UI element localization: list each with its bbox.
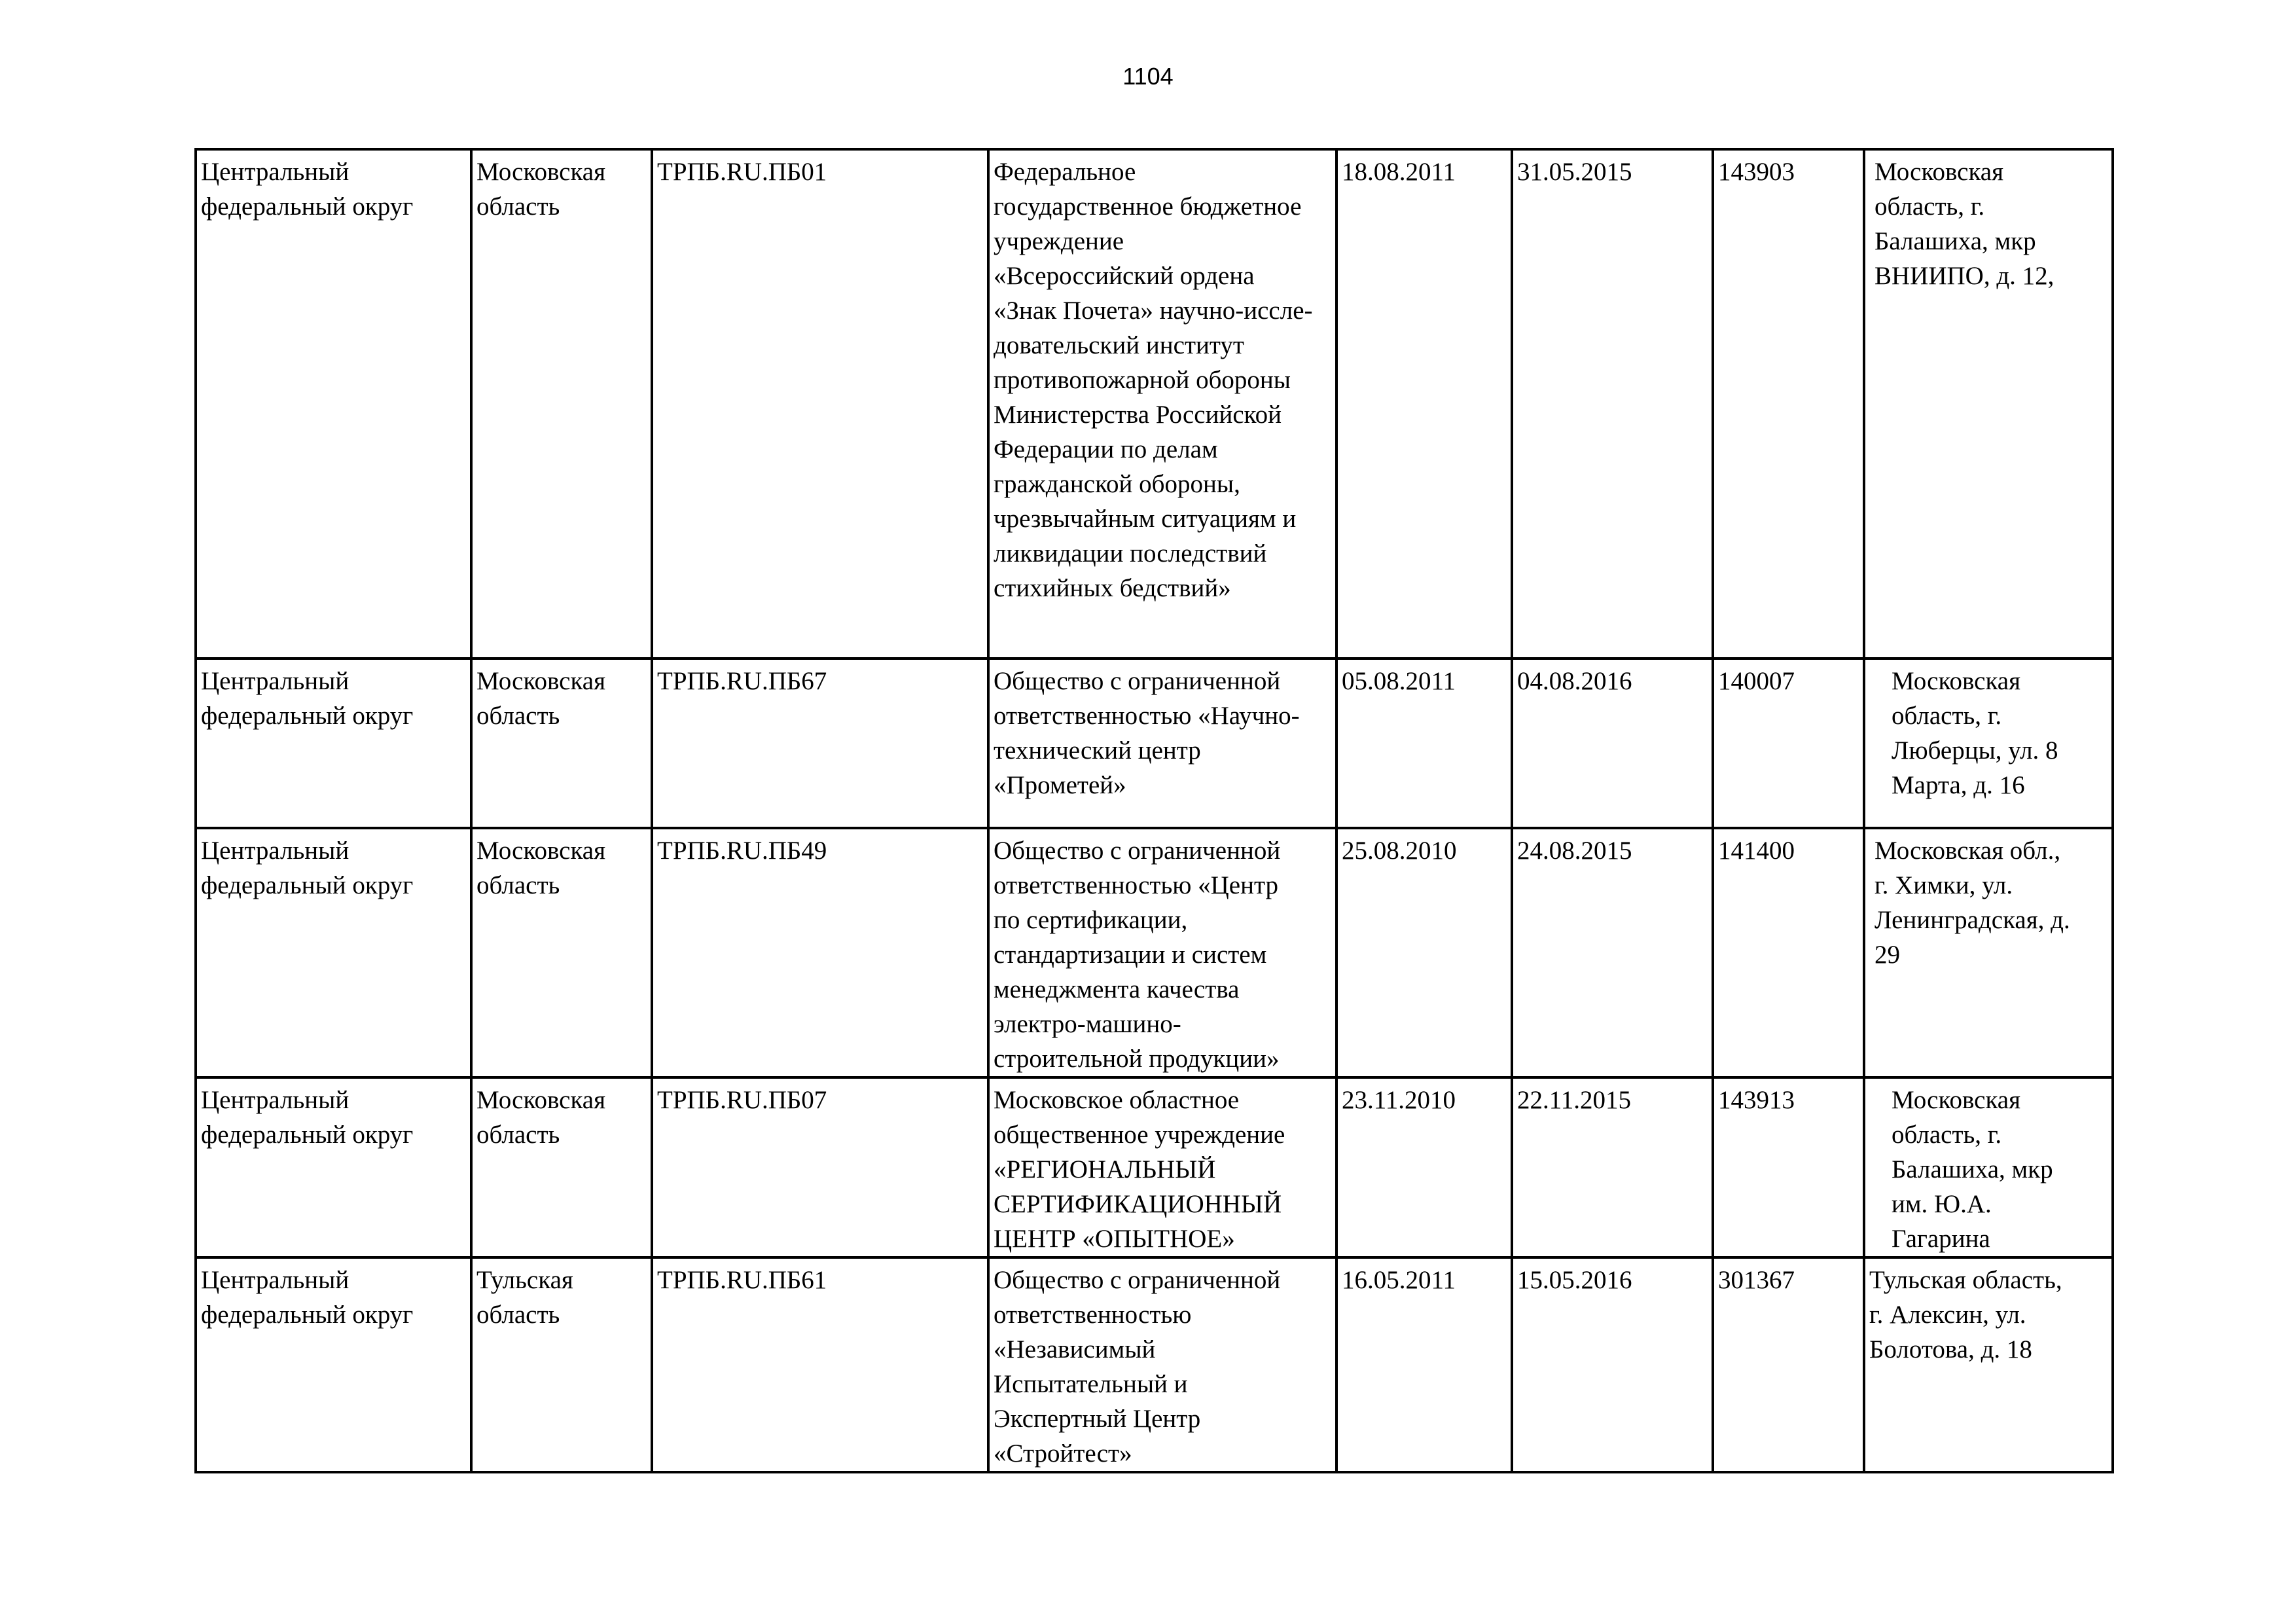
address-cell: Московская область, г. Балашиха, мкр ВНИИПО, д. 12, xyxy=(1864,149,2113,659)
organization-cell: Общество с ограниченной ответственностью «Центр по сертификации, стандартизации и систем менеджмента качества электро-машино- строительной продукции» xyxy=(988,828,1336,1077)
organization-cell: Общество с ограниченной ответственностью «Независимый Испытательный и Экспертный Центр «Стройтест» xyxy=(988,1257,1336,1472)
table-row xyxy=(196,1257,2113,1472)
postcode-cell: 143903 xyxy=(1713,149,1864,659)
district-cell: Центральный федеральный округ xyxy=(196,828,471,1077)
code-cell: ТРПБ.RU.ПБ67 xyxy=(652,659,988,828)
date-from-cell: 23.11.2010 xyxy=(1336,1077,1512,1257)
organization-cell: Общество с ограниченной ответственностью «Научно- технический центр «Прометей» xyxy=(988,659,1336,828)
district-cell: Центральный федеральный округ xyxy=(196,149,471,659)
table-row xyxy=(196,828,2113,1077)
postcode-cell: 140007 xyxy=(1713,659,1864,828)
date-from-cell: 18.08.2011 xyxy=(1336,149,1512,659)
table-row xyxy=(196,149,2113,659)
postcode-cell: 141400 xyxy=(1713,828,1864,1077)
address-cell: Московская обл., г. Химки, ул. Ленинградская, д. 29 xyxy=(1864,828,2113,1077)
organization-cell: Московское областное общественное учреждение «РЕГИОНАЛЬНЫЙ СЕРТИФИКАЦИОННЫЙ ЦЕНТР «ОПЫТНОЕ» xyxy=(988,1077,1336,1257)
region-cell: Московская область xyxy=(471,659,652,828)
date-to-cell: 04.08.2016 xyxy=(1512,659,1713,828)
region-cell: Московская область xyxy=(471,1077,652,1257)
table-row xyxy=(196,1077,2113,1257)
address-cell: Московская область, г. Балашиха, мкр им. Ю.А. Гагарина xyxy=(1864,1077,2113,1257)
region-cell: Московская область xyxy=(471,149,652,659)
page-number: 1104 xyxy=(1122,63,1174,90)
date-from-cell: 16.05.2011 xyxy=(1336,1257,1512,1472)
table-row xyxy=(196,659,2113,828)
date-to-cell: 24.08.2015 xyxy=(1512,828,1713,1077)
code-cell: ТРПБ.RU.ПБ07 xyxy=(652,1077,988,1257)
code-cell: ТРПБ.RU.ПБ61 xyxy=(652,1257,988,1472)
postcode-cell: 301367 xyxy=(1713,1257,1864,1472)
date-from-cell: 25.08.2010 xyxy=(1336,828,1512,1077)
postcode-cell: 143913 xyxy=(1713,1077,1864,1257)
region-cell: Московская область xyxy=(471,828,652,1077)
date-to-cell: 15.05.2016 xyxy=(1512,1257,1713,1472)
address-cell: Тульская область, г. Алексин, ул. Болотова, д. 18 xyxy=(1864,1257,2113,1472)
district-cell: Центральный федеральный округ xyxy=(196,659,471,828)
region-cell: Тульская область xyxy=(471,1257,652,1472)
district-cell: Центральный федеральный округ xyxy=(196,1257,471,1472)
district-cell: Центральный федеральный округ xyxy=(196,1077,471,1257)
date-from-cell: 05.08.2011 xyxy=(1336,659,1512,828)
organization-cell: Федеральное государственное бюджетное учреждение «Всероссийский ордена «Знак Почета» научно-иссле- довательский институт противопожарной обороны Министерства Российской Федерации по делам гражданской обороны, чрезвычайным ситуациям и ликвидации последствий стихийных бедствий» xyxy=(988,149,1336,659)
code-cell: ТРПБ.RU.ПБ01 xyxy=(652,149,988,659)
date-to-cell: 31.05.2015 xyxy=(1512,149,1713,659)
code-cell: ТРПБ.RU.ПБ49 xyxy=(652,828,988,1077)
address-cell: Московская область, г. Люберцы, ул. 8 Марта, д. 16 xyxy=(1864,659,2113,828)
date-to-cell: 22.11.2015 xyxy=(1512,1077,1713,1257)
registry-table xyxy=(194,148,2114,1473)
